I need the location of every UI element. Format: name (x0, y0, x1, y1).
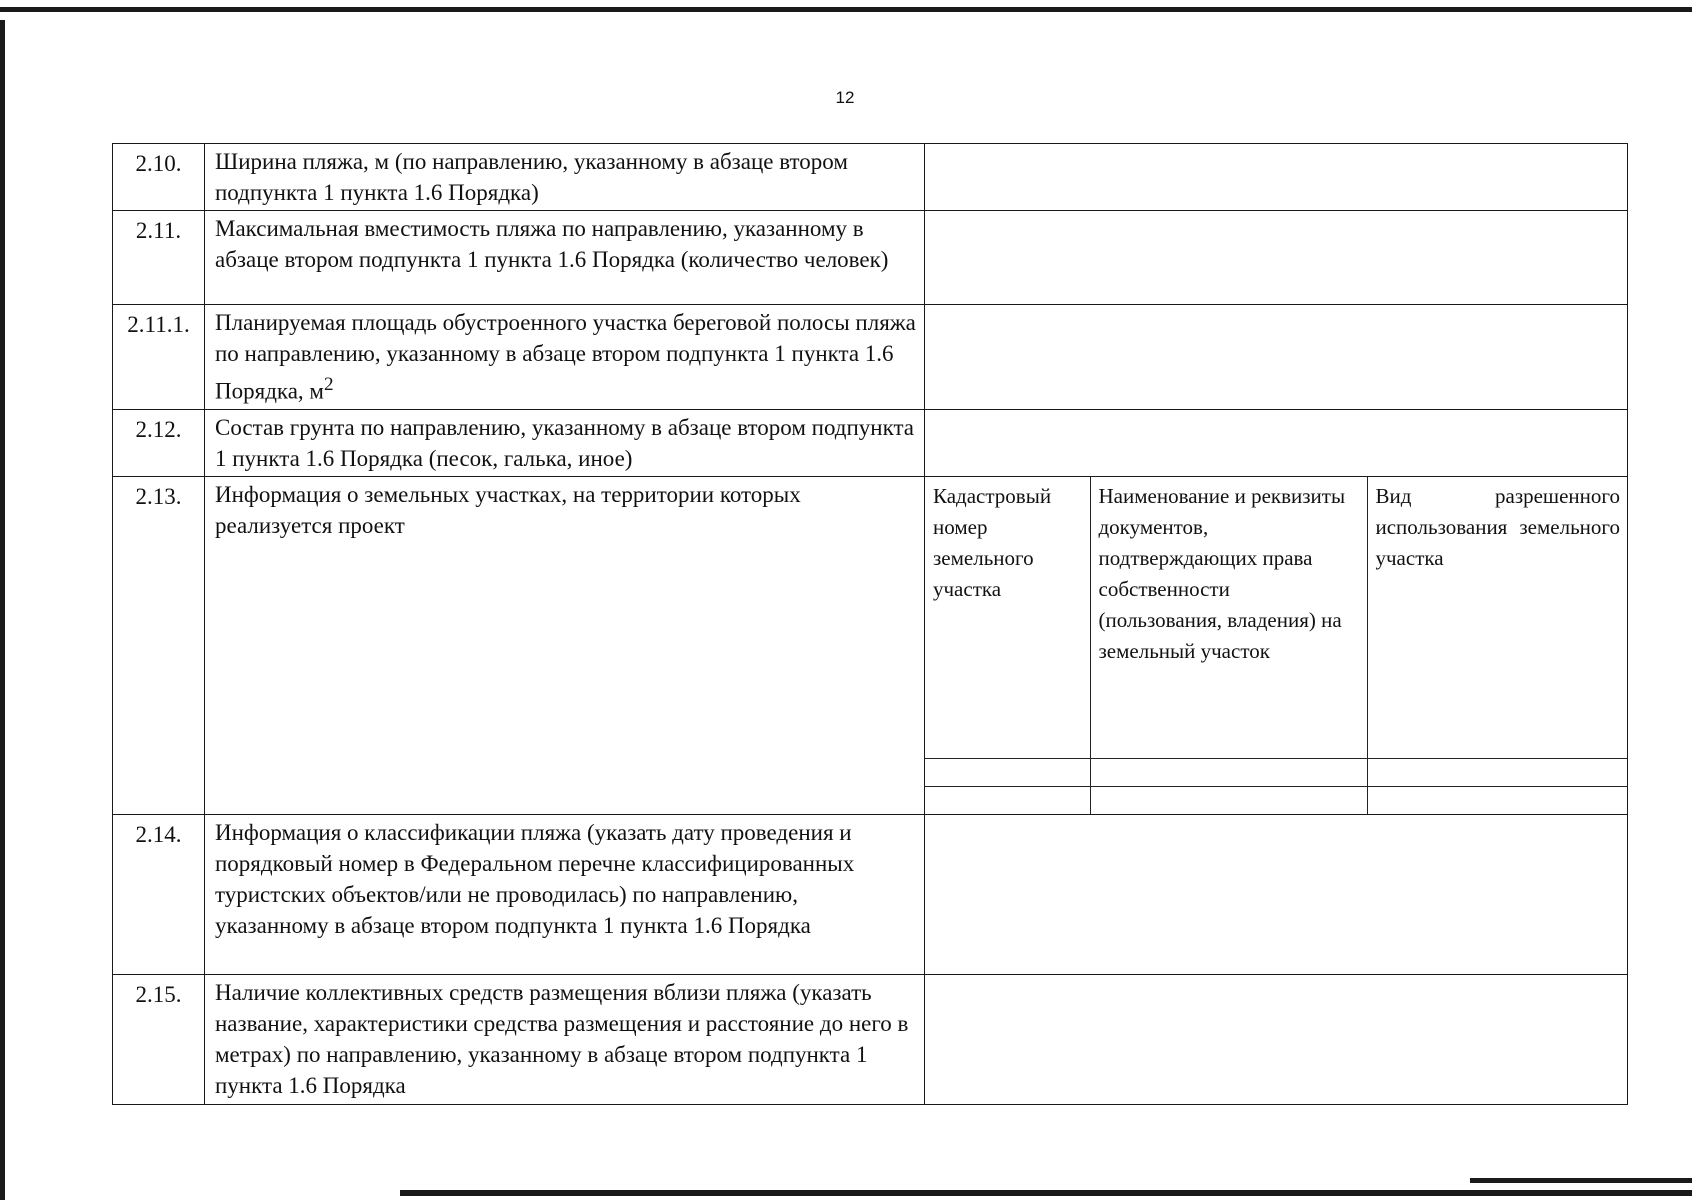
table-row-2-12 (113, 409, 1628, 476)
row-description: Информация о земельных участках, на территории которых реализуется проект (205, 476, 925, 815)
row-value-cell[interactable] (925, 305, 1628, 410)
row-number: 2.14. (113, 815, 205, 975)
row-description: Максимальная вместимость пляжа по направлению, указанному в абзаце втором подпункта 1 пункта 1.6 Порядка (количество человек) (205, 211, 925, 305)
table-row-2-11 (113, 211, 1628, 305)
row-number: 2.10. (113, 144, 205, 211)
table-row-2-13 (113, 476, 1628, 815)
scan-border-bottom (400, 1190, 1692, 1196)
row-description-text: Планируемая площадь обустроенного участка береговой полосы пляжа по направлению, указанному в абзаце втором подпункта 1 пункта 1.6 Порядка, м (215, 310, 916, 404)
land-plots-data-row (925, 787, 1628, 815)
form-table (112, 143, 1628, 1105)
unit-superscript: 2 (323, 374, 334, 395)
land-header-cadastral-number: Кадастровый номер земельного участка (925, 477, 1090, 759)
land-plots-table (925, 477, 1628, 815)
table-row-2-14 (113, 815, 1628, 975)
row-value-cell[interactable] (925, 815, 1628, 975)
row-number: 2.15. (113, 975, 205, 1105)
row-number: 2.12. (113, 409, 205, 476)
scan-border-left (0, 20, 5, 1200)
table-row-2-11-1 (113, 305, 1628, 410)
land-documents-cell[interactable] (1090, 787, 1367, 815)
row-value-cell[interactable] (925, 975, 1628, 1105)
row-number: 2.13. (113, 476, 205, 815)
land-plots-header-row (925, 477, 1628, 759)
land-documents-cell[interactable] (1090, 759, 1367, 787)
row-value-cell[interactable] (925, 144, 1628, 211)
table-row-2-10 (113, 144, 1628, 211)
land-permitted-use-cell[interactable] (1367, 759, 1628, 787)
row-description: Ширина пляжа, м (по направлению, указанному в абзаце втором подпункта 1 пункта 1.6 Порядка) (205, 144, 925, 211)
land-plots-cell (925, 476, 1628, 815)
row-value-cell[interactable] (925, 211, 1628, 305)
land-plots-data-row (925, 759, 1628, 787)
page-number: 12 (835, 88, 855, 107)
land-cadastral-number-cell[interactable] (925, 759, 1090, 787)
land-cadastral-number-cell[interactable] (925, 787, 1090, 815)
row-value-cell[interactable] (925, 409, 1628, 476)
row-description: Состав грунта по направлению, указанному в абзаце втором подпункта 1 пункта 1.6 Порядка (песок, галька, иное) (205, 409, 925, 476)
row-description (205, 305, 925, 410)
scan-border-bottom-right (1470, 1178, 1692, 1183)
row-description: Информация о классификации пляжа (указать дату проведения и порядковый номер в Федеральном перечне классифицированных туристских объектов/или не проводилась) по направлению, указанному в абзаце втором подпункта 1 пункта 1.6 Порядка (205, 815, 925, 975)
land-permitted-use-cell[interactable] (1367, 787, 1628, 815)
scan-border-top (0, 0, 1692, 12)
row-number: 2.11. (113, 211, 205, 305)
row-number: 2.11.1. (113, 305, 205, 410)
row-description: Наличие коллективных средств размещения вблизи пляжа (указать название, характеристики средства размещения и расстояние до него в метрах) по направлению, указанному в абзаце втором подпункта 1 пункта 1.6 Порядка (205, 975, 925, 1105)
table-row-2-15 (113, 975, 1628, 1105)
land-header-permitted-use: Вид разрешенного использования земельного участка (1367, 477, 1628, 759)
land-header-ownership-documents: Наименование и реквизиты документов, подтверждающих права собственности (пользования, владения) на земельный участок (1090, 477, 1367, 759)
